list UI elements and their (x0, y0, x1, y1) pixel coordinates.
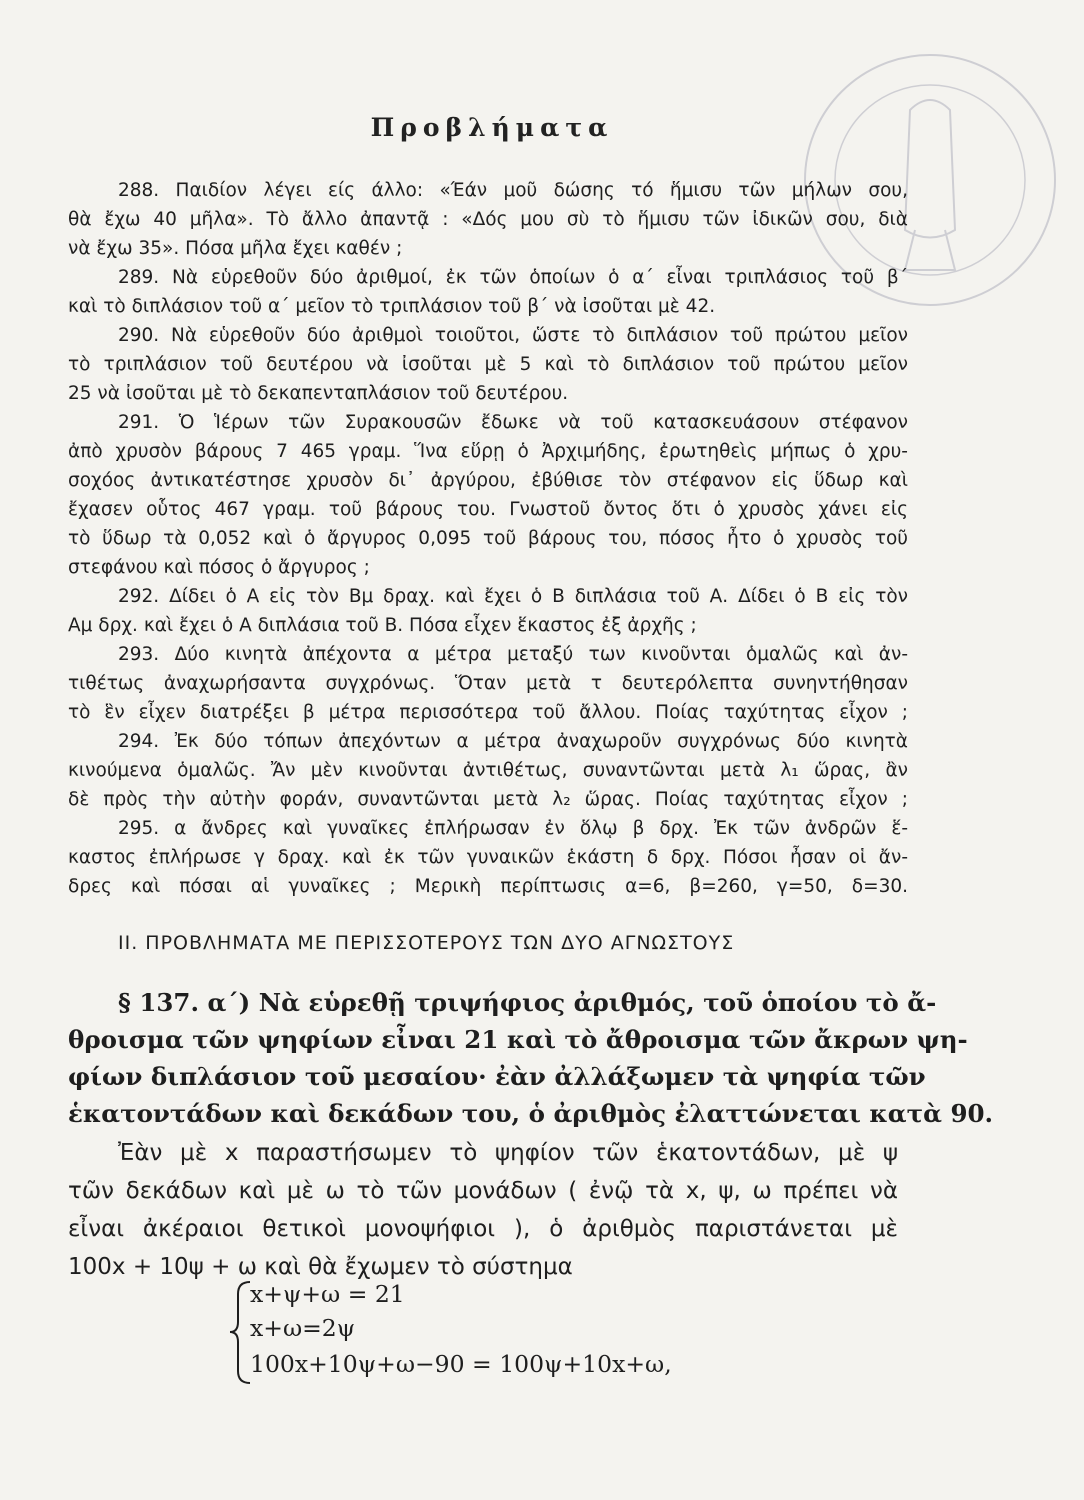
problem-295-line-3: δρες καὶ πόσαι αἱ γυναῖκες ; Μερικὴ περίπτωσις α=6, β=260, γ=50, δ=30. (68, 876, 908, 897)
problem-137-statement-line-3: φίων διπλάσιον τοῦ μεσαίου· ἐὰν ἀλλάξωμεν τὰ ψηφία τῶν (68, 1062, 926, 1091)
problem-291-line-1: 291. Ὁ Ἱέρων τῶν Συρακουσῶν ἔδωκε νὰ τοῦ κατασκευάσουν στέφανον (118, 412, 908, 433)
problem-289-line-1: 289. Νὰ εὑρεθοῦν δύο ἀριθμοί, ἐκ τῶν ὁποίων ὁ α΄ εἶναι τριπλάσιος τοῦ β΄ (118, 267, 908, 288)
problem-137-statement-line-2: θροισμα τῶν ψηφίων εἶναι 21 καὶ τὸ ἄθροισμα τῶν ἄκρων ψη- (68, 1025, 968, 1054)
problem-292-line-2: Αμ δρχ. καὶ ἔχει ὁ Α διπλάσια τοῦ Β. Πόσα εἶχεν ἕκαστος ἐξ ἀρχῆς ; (68, 615, 697, 636)
problem-291-line-4: ἔχασεν οὗτος 467 γραμ. τοῦ βάρους του. Γνωστοῦ ὄντος ὅτι ὁ χρυσὸς χάνει εἰς (68, 499, 908, 520)
problem-289-line-2: καὶ τὸ διπλάσιον τοῦ α΄ μεῖον τὸ τριπλάσιον τοῦ β΄ νὰ ἰσοῦται μὲ 42. (68, 296, 716, 317)
equation-1: x+ψ+ω = 21 (250, 1280, 405, 1308)
problem-291-line-2: ἀπὸ χρυσὸν βάρους 7 465 γραμ. Ἵνα εὕρῃ ὁ Ἀρχιμήδης, ἐρωτηθεὶς μήπως ὁ χρυ- (68, 441, 908, 462)
problem-137-statement-line-4: ἑκατοντάδων καὶ δεκάδων του, ὁ ἀριθμὸς ἐλαττώνεται κατὰ 90. (68, 1099, 994, 1128)
solution-line-3: εἶναι ἀκέραιοι θετικοὶ μονοψήφιοι ), ὁ ἀριθμὸς παριστάνεται μὲ (68, 1216, 898, 1242)
equation-3: 100x+10ψ+ω−90 = 100ψ+10x+ω, (250, 1350, 672, 1378)
solution-line-2: τῶν δεκάδων καὶ μὲ ω τὸ τῶν μονάδων ( ἐνῷ τὰ x, ψ, ω πρέπει νὰ (68, 1178, 898, 1204)
problem-292-line-1: 292. Δίδει ὁ Α εἰς τὸν Βμ δραχ. καὶ ἔχει ὁ Β διπλάσια τοῦ Α. Δίδει ὁ Β εἰς τὸν (118, 586, 908, 607)
problem-295-line-1: 295. α ἄνδρες καὶ γυναῖκες ἐπλήρωσαν ἐν ὅλῳ β δρχ. Ἐκ τῶν ἀνδρῶν ἕ- (118, 818, 908, 839)
problem-294-line-1: 294. Ἐκ δύο τόπων ἀπεχόντων α μέτρα ἀναχωροῦν συγχρόνως δύο κινητὰ (118, 731, 908, 752)
problem-291-line-5: τὸ ὕδωρ τὰ 0,052 καὶ ὁ ἄργυρος 0,095 τοῦ βάρους του, πόσος ἦτο ὁ χρυσὸς τοῦ (68, 528, 908, 549)
problem-288-line-3: νὰ ἔχω 35». Πόσα μῆλα ἔχει καθέν ; (68, 238, 403, 259)
solution-line-4: 100x + 10ψ + ω καὶ θὰ ἔχωμεν τὸ σύστημα (68, 1254, 573, 1280)
problem-288-line-1: 288. Παιδίον λέγει είς άλλο: «Έάν μοῦ δώσης τό ἥμισυ τῶν μήλων σου, (118, 180, 908, 201)
problem-290-line-3: 25 νὰ ἰσοῦται μὲ τὸ δεκαπενταπλάσιον τοῦ δευτέρου. (68, 383, 569, 404)
problem-288-line-2: θὰ ἔχω 40 μῆλα». Τὸ ἄλλο ἀπαντᾷ : «Δός μου σὺ τὸ ἥμισυ τῶν ἰδικῶν σου, διὰ (68, 209, 908, 230)
problem-290-line-1: 290. Νὰ εὑρεθοῦν δύο ἀριθμοὶ τοιοῦτοι, ὥστε τὸ διπλάσιον τοῦ πρώτου μεῖον (118, 325, 908, 346)
solution-line-1: Ἐὰν μὲ x παραστήσωμεν τὸ ψηφίον τῶν ἑκατοντάδων, μὲ ψ (118, 1140, 898, 1166)
problem-293-line-3: τὸ ἓν εἶχεν διατρέξει β μέτρα περισσότερα τοῦ ἄλλου. Ποίας ταχύτητας εἶχον ; (68, 702, 908, 723)
equation-2: x+ω=2ψ (250, 1314, 356, 1342)
problem-294-line-3: δὲ πρὸς τὴν αὐτὴν φοράν, συναντῶνται μετὰ λ₂ ὥρας. Ποίας ταχύτητας εἶχον ; (68, 789, 908, 810)
problem-293-line-2: τιθέτως ἀναχωρήσαντα συγχρόνως. Ὅταν μετὰ τ δευτερόλεπτα συνηντήθησαν (68, 673, 908, 694)
problem-291-line-6: στεφάνου καὶ πόσος ὁ ἄργυρος ; (68, 557, 370, 578)
section-heading: II. ΠΡΟΒΛΗΜΑΤΑ ΜΕ ΠΕΡΙΣΣΟΤΕΡΟΥΣ ΤΩΝ ΔΥΟ ΑΓΝΩΣΤΟΥΣ (118, 932, 735, 954)
problem-291-line-3: σοχόος ἀντικατέστησε χρυσὸν δι᾽ ἀργύρου, ἐβύθισε τὸν στέφανον εἰς ὕδωρ καὶ (68, 470, 908, 491)
page-title: Προβλήματα (370, 113, 614, 142)
problem-293-line-1: 293. Δύο κινητὰ ἀπέχοντα α μέτρα μεταξύ των κινοῦνται ὁμαλῶς καὶ ἀν- (118, 644, 908, 665)
problem-137-statement-line-1: § 137. α΄) Νὰ εὑρεθῇ τριψήφιος ἀριθμός, τοῦ ὁποίου τὸ ἄ- (118, 988, 937, 1017)
problem-295-line-2: καστος ἐπλήρωσε γ δραχ. καὶ ἐκ τῶν γυναικῶν ἑκάστη δ δρχ. Πόσοι ἦσαν οἱ ἄν- (68, 847, 908, 868)
problem-290-line-2: τὸ τριπλάσιον τοῦ δευτέρου νὰ ἰσοῦται μὲ 5 καὶ τὸ διπλάσιον τοῦ πρώτου μεῖον (68, 354, 908, 375)
problem-294-line-2: κινούμενα ὁμαλῶς. Ἄν μὲν κινοῦνται ἀντιθέτως, συναντῶνται μετὰ λ₁ ὥρας, ἂν (68, 760, 908, 781)
